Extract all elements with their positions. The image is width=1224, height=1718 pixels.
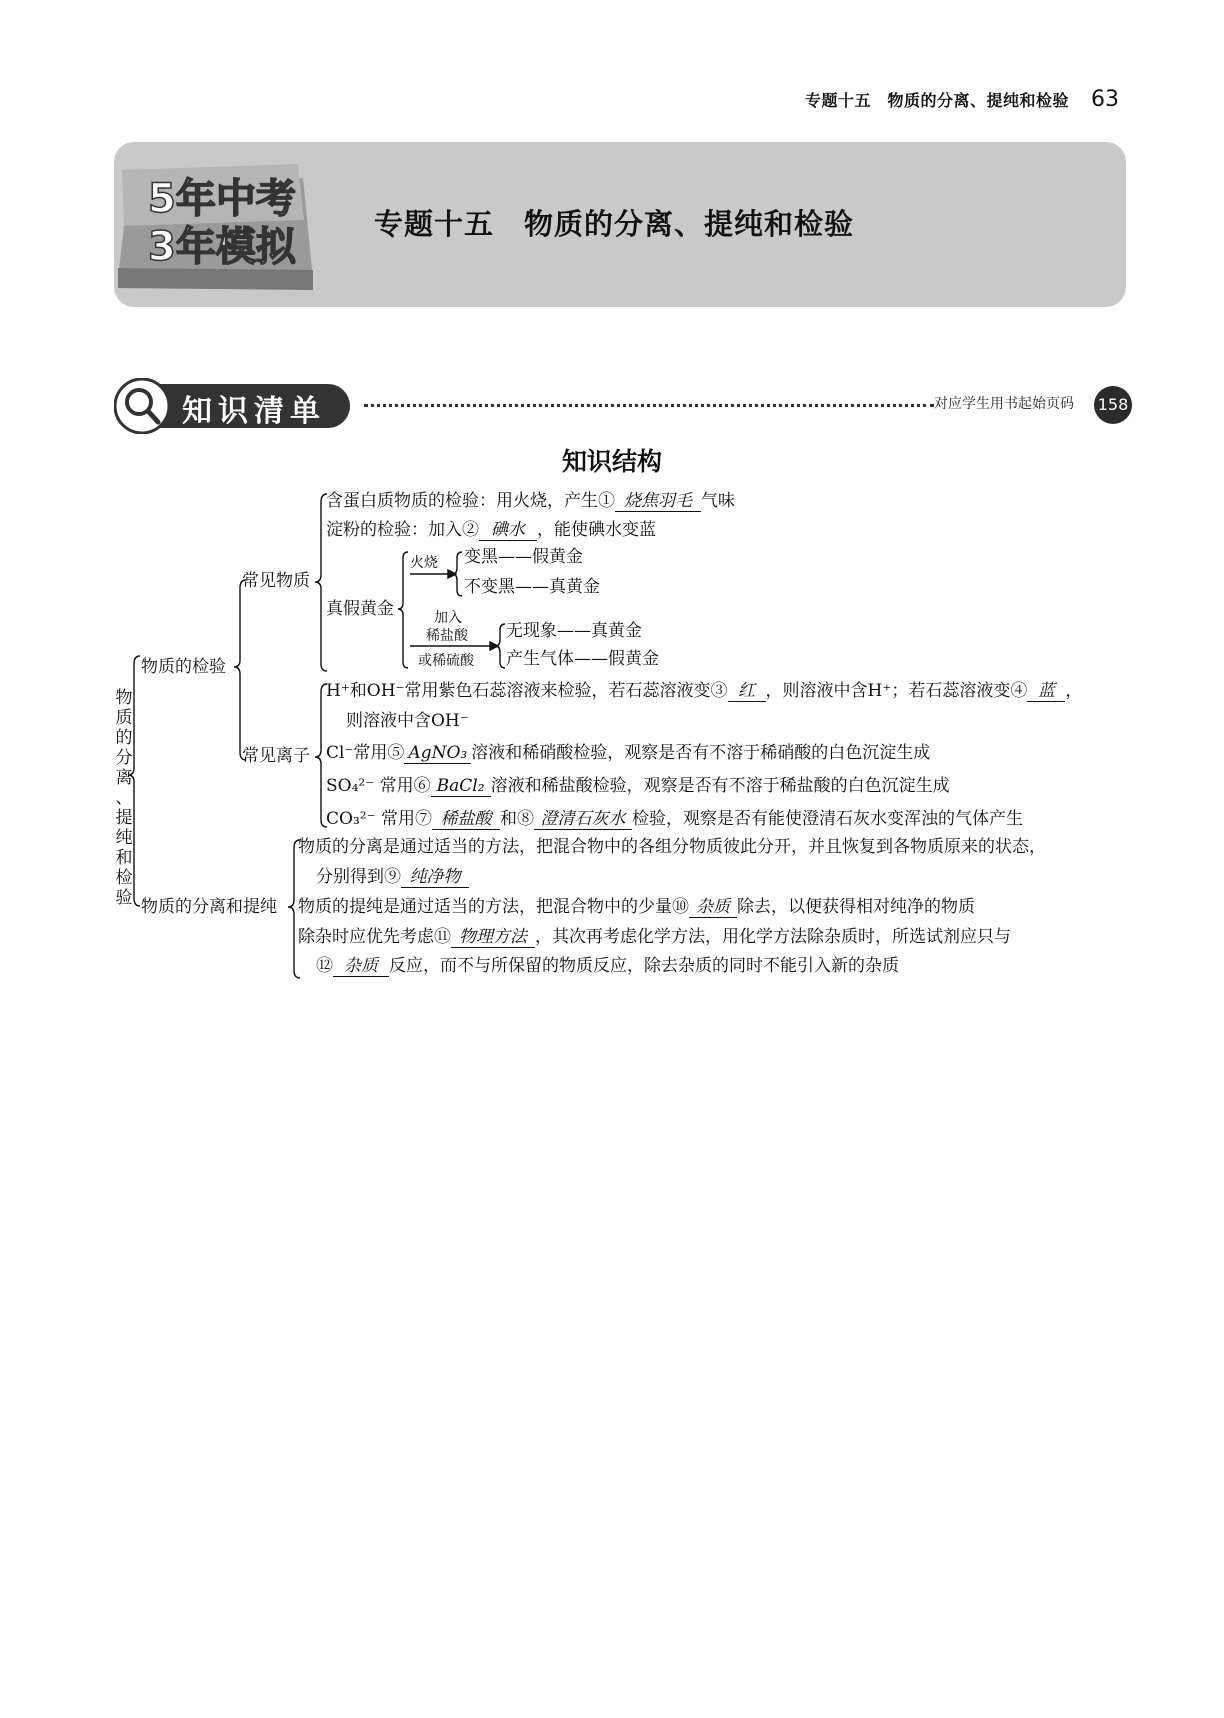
answer-2: 碘水 [479, 520, 537, 541]
gold-gas: 产生气体——假黄金 [506, 649, 659, 669]
node-sep-purify: 物质的分离和提纯 [141, 897, 277, 917]
answer-4: 蓝 [1027, 681, 1065, 702]
node-detect: 物质的检验 [141, 657, 226, 677]
answer-3: 红 [728, 681, 766, 702]
answer-11: 物理方法 [451, 927, 535, 948]
separation-text: 物质的分离是通过适当的方法，把混合物中的各组分物质彼此分开，并且恢复到各物质原来的状态， [298, 837, 1046, 857]
answer-7: 稀盐酸 [432, 809, 500, 830]
answer-12: 杂质 [333, 956, 389, 977]
impurity-line2: ⑫ 杂质 反应，而不与所保留的物质反应，除去杂质的同时不能引入新的杂质 [316, 956, 899, 976]
series-logo [108, 150, 318, 300]
ion-co3: CO₃²⁻ 常用⑦ 稀盐酸 和⑧ 澄清石灰水 检验，观察是否有能使澄清石灰水变浑浊的气体产生 [326, 809, 1023, 829]
answer-8: 澄清石灰水 [534, 809, 632, 830]
protein-test: 含蛋白质物质的检验：用火烧，产生① 烧焦羽毛 气味 [326, 491, 735, 511]
tree-root: 物 质 的 分 离 、 提 纯 和 检 验 [115, 688, 133, 908]
answer-5: AgNO₃ [404, 743, 471, 764]
label-h2so4: 或稀硫酸 [418, 653, 474, 669]
starch-test: 淀粉的检验：加入② 碘水 ，能使碘水变蓝 [326, 520, 656, 540]
node-common-substances: 常见物质 [242, 571, 310, 591]
answer-1: 烧焦羽毛 [615, 491, 701, 512]
answer-10: 杂质 [689, 897, 737, 918]
answer-9: 纯净物 [401, 867, 469, 888]
ion-h-oh: H⁺和OH⁻常用紫色石蕊溶液来检验，若石蕊溶液变③ 红 ，则溶液中含H⁺；若石蕊溶液变④ 蓝 ， [326, 681, 1083, 701]
gold-notblack: 不变黑——真黄金 [464, 577, 600, 597]
logo-line2: 3年模拟 [148, 224, 296, 270]
gold-black: 变黑——假黄金 [464, 547, 583, 567]
banner-title: 专题十五 物质的分离、提纯和检验 [374, 207, 855, 241]
separation-line2: 分别得到⑨ 纯净物 [316, 866, 469, 888]
ion-cl: Cl⁻常用⑤ AgNO₃ 溶液和稀硝酸检验，观察是否有不溶于稀硝酸的白色沉淀生成 [326, 743, 931, 763]
node-common-ions: 常见离子 [242, 746, 310, 766]
section-title: 知识结构 [561, 447, 662, 476]
chapter-banner [114, 142, 1126, 307]
label-hcl: 稀盐酸 [426, 628, 468, 644]
dotted-leader [364, 404, 934, 407]
page-number: 63 [1091, 86, 1119, 112]
ion-h-oh-line2: 则溶液中含OH⁻ [346, 711, 469, 731]
label-add: 加入 [434, 610, 462, 626]
running-title: 专题十五 物质的分离、提纯和检验 [804, 90, 1069, 110]
logo-line1: 5年中考 [148, 176, 296, 222]
ref-text: 对应学生用书起始页码 [934, 396, 1074, 412]
section-label: 知识清单 [182, 394, 326, 429]
gold-no-change: 无现象——真黄金 [506, 621, 642, 641]
ref-page-badge: 158 [1094, 386, 1132, 424]
answer-6: BaCl₂ [431, 776, 491, 797]
impurity-text: 除杂时应优先考虑⑪ 物理方法 ，其次再考虑化学方法，用化学方法除杂质时，所选试剂应只与 [298, 927, 1011, 947]
purification-text: 物质的提纯是通过适当的方法，把混合物中的少量⑩ 杂质 除去，以便获得相对纯净的物质 [298, 897, 975, 917]
ion-so4: SO₄²⁻ 常用⑥ BaCl₂ 溶液和稀盐酸检验，观察是否有不溶于稀盐酸的白色沉淀生成 [326, 776, 950, 796]
running-header [805, 84, 1119, 114]
label-fire: 火烧 [410, 555, 438, 571]
node-gold: 真假黄金 [326, 599, 394, 619]
section-header [114, 378, 1129, 434]
